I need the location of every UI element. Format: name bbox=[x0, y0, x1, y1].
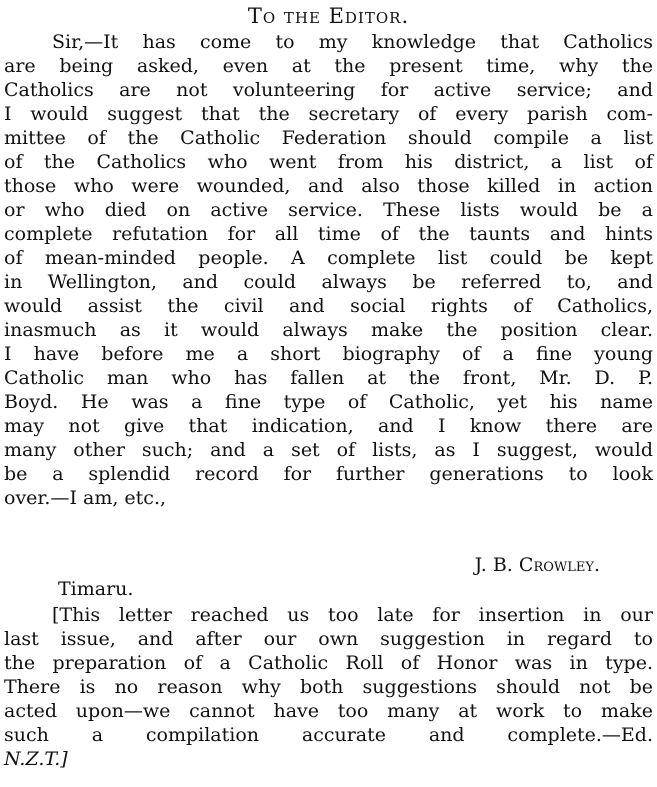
letter-line: Boyd. He was a fine type of Catholic, yet his name bbox=[4, 391, 653, 413]
letter-line: Sir,—It has come to my knowledge that Catholics bbox=[52, 31, 653, 53]
editor-note-line: There is no reason why both suggestions should not be bbox=[4, 676, 653, 698]
letter-line: be a splendid record for further generations to look bbox=[4, 463, 653, 485]
letter-line: inasmuch as it would always make the position clear. bbox=[4, 319, 653, 341]
letter-line: Catholic man who has fallen at the front, Mr. D. P. bbox=[4, 367, 653, 389]
letter-heading: To the Editor. bbox=[247, 4, 410, 28]
signature bbox=[0, 553, 600, 577]
letter-line: over.—I am, etc., bbox=[4, 487, 167, 509]
letter-line: would assist the civil and social rights of Catholics, bbox=[4, 295, 653, 317]
editor-note-line: [This letter reached us too late for insertion in our bbox=[52, 604, 653, 626]
editor-note-line: acted upon—we cannot have too many at work to make bbox=[4, 700, 653, 722]
signature-surname: Crowley. bbox=[518, 554, 600, 576]
letter-line: I would suggest that the secretary of every parish com- bbox=[4, 103, 653, 125]
letter-line: are being asked, even at the present time, why the bbox=[4, 55, 653, 77]
letter-line: those who were wounded, and also those killed in action bbox=[4, 175, 653, 197]
letter-line: may not give that indication, and I know there are bbox=[4, 415, 653, 437]
editor-note-line: such a compilation accurate and complete.—Ed. bbox=[4, 724, 653, 746]
letter-line: mittee of the Catholic Federation should compile a list bbox=[4, 127, 653, 149]
letter-line: in Wellington, and could always be referred to, and bbox=[4, 271, 653, 293]
letter-line: or who died on active service. These lists would be a bbox=[4, 199, 653, 221]
letter-line: of the Catholics who went from his district, a list of bbox=[4, 151, 653, 173]
letter-line: of mean-minded people. A complete list could be kept bbox=[4, 247, 653, 269]
editor-note-line: last issue, and after our own suggestion in regard to bbox=[4, 628, 653, 650]
letter-line: complete refutation for all time of the taunts and hints bbox=[4, 223, 653, 245]
letter-line: Catholics are not volunteering for active service; and bbox=[4, 79, 653, 101]
letter-line: many other such; and a set of lists, as I suggest, would bbox=[4, 439, 653, 461]
signature-initials: J. B. bbox=[474, 554, 513, 576]
editor-note-line: N.Z.T.] bbox=[4, 748, 68, 770]
place-line: Timaru. bbox=[58, 578, 134, 600]
editor-note-line: the preparation of a Catholic Roll of Honor was in type. bbox=[4, 652, 653, 674]
letter-line: I have before me a short biography of a fine young bbox=[4, 343, 653, 365]
